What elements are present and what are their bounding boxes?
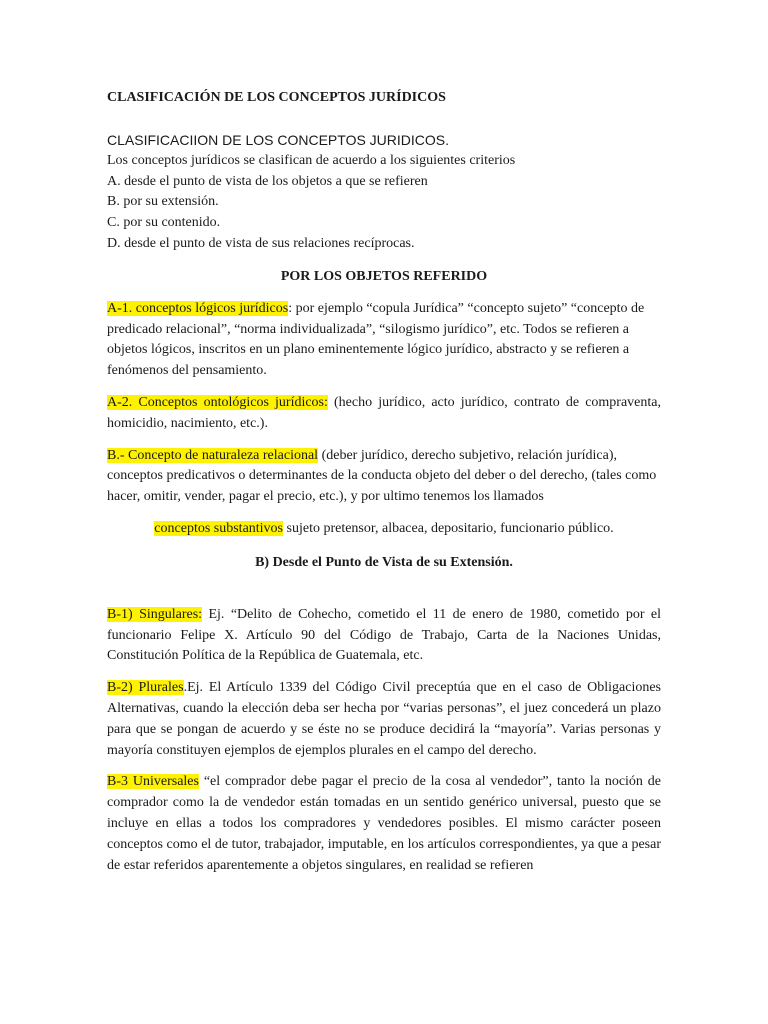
document-page [107,88,661,876]
highlight-b2-label: B-2) Plurales [107,680,184,696]
paragraph-b3 [107,772,661,876]
highlight-b-label: B.- Concepto de naturaleza relacional [107,447,319,463]
highlight-a1-label: A-1. conceptos lógicos jurídicos [107,300,289,316]
b-text: (deber jurídico, derecho subjetivo, relación jurídica), conceptos predicativos o determinantes de la conducta objeto del deber o del derecho, (tales como hacer, omitir, vender, pagar el precio, etc.), y por ultimo tenemos los llamados [107,447,657,505]
criteria-item-a: A. desde el punto de vista de los objetos a que se refieren [107,173,428,189]
section-a-heading: POR LOS OBJETOS REFERIDO [280,268,488,284]
criteria-item-b: B. por su extensión. [107,194,219,210]
b1-text: Ej. “Delito de Cohecho, cometido el 11 de enero de 1980, cometido por el funcionario Felipe X. Artículo 90 del Código de Trabajo, Carta de la Naciones Unidas, Constitución Política de la República de Guatemala, etc. [107,606,661,664]
a1-text: : por ejemplo “copula Jurídica” “concepto sujeto” “concepto de predicado relacional”, “norma individualizada”, “silogismo jurídico”, etc. Todos se refieren a objetos lógicos, inscritos en un plano eminentemente lógico jurídico, abstracto y se refieren a fenómenos del pensamiento. [107,300,645,379]
paragraph-substantive [107,519,661,540]
subst-text: sujeto pretensor, albacea, depositario, funcionario público. [283,520,614,536]
section-b-heading: B) Desde el Punto de Vista de su Extensión. [255,554,513,570]
criteria-item-d: D. desde el punto de vista de sus relaciones recíprocas. [107,235,415,251]
paragraph-a1 [107,299,661,382]
paragraph-b-relational [107,446,661,508]
intro-subtitle: CLASIFICACIION DE LOS CONCEPTOS JURIDICOS. [107,132,450,148]
highlight-b1-label: B-1) Singulares: [107,606,203,622]
paragraph-b2 [107,678,661,761]
criteria-item-c: C. por su contenido. [107,215,221,231]
b2-text: .Ej. El Artículo 1339 del Código Civil preceptúa que en el caso de Obligaciones Alternativas, cuando la elección deba ser hecha por “varias personas”, el juez concederá un plazo para que se pongan de acuerdo y se éste no se produce decidirá la “mayoría”. Varias personas y mayoría constituyen ejemplos de ejemplos plurales en el campo del derecho. [107,680,661,758]
highlight-a2-label: A-2. Conceptos ontológicos jurídicos: [107,394,328,410]
intro-line: Los conceptos jurídicos se clasifican de acuerdo a los siguientes criterios [107,152,516,168]
intro-block [107,130,661,255]
a2-text: (hecho jurídico, acto jurídico, contrato de compraventa, homicidio, nacimiento, etc.). [107,394,661,431]
b3-text: “el comprador debe pagar el precio de la cosa al vendedor”, tanto la noción de comprador como la de vendedor están tomadas en un sentido genérico universal, puesto que se incluye en ellas a todos los compradores y vendedores posibles. El mismo carácter poseen conceptos como el de tutor, trabajador, imputable, en los artículos correspondientes, ya que a pesar de estar referidos aparentemente a objetos singulares, en realidad se refieren [107,774,662,873]
highlight-b3-label: B-3 Universales [107,774,199,790]
paragraph-b1 [107,605,661,667]
paragraph-a2 [107,393,661,435]
document-title: CLASIFICACIÓN DE LOS CONCEPTOS JURÍDICOS [107,90,446,105]
highlight-subst-label: conceptos substantivos [154,520,284,536]
